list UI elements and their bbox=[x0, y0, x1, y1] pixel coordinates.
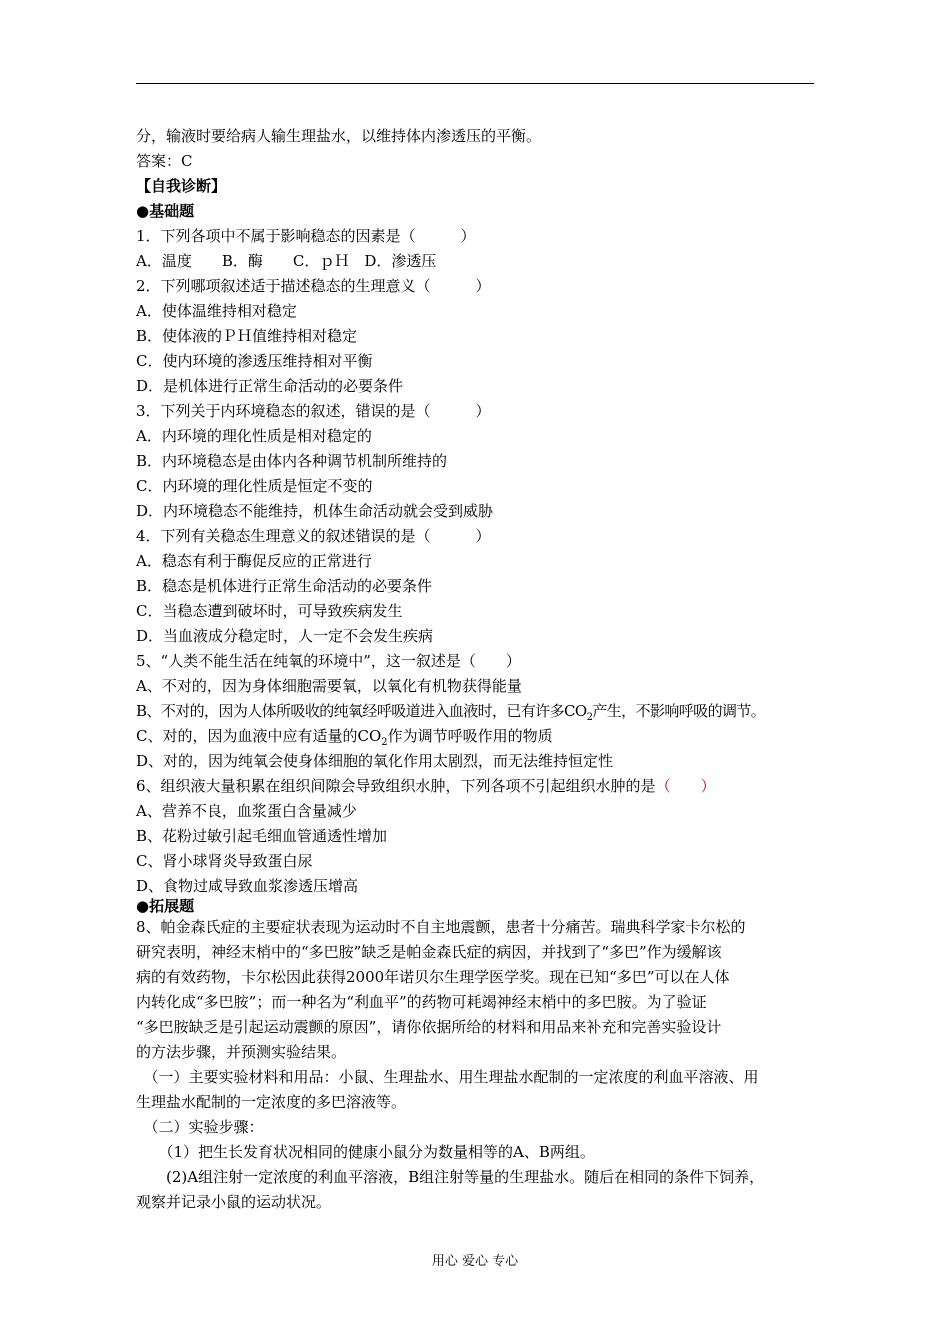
q3-option-c: C．内环境的理化性质是恒定不变的 bbox=[136, 477, 373, 495]
co2-subscript: 2 bbox=[381, 737, 388, 748]
materials-line: （一）主要实验材料和用品：小鼠、生理盐水、用生理盐水配制的一定浓度的利血平溶液、用 bbox=[136, 1068, 759, 1086]
q2-option-d: D．是机体进行正常生命活动的必要条件 bbox=[136, 377, 404, 395]
q5-stem: 5、“人类不能生活在纯氧的环境中”，这一叙述是（ ） bbox=[136, 652, 521, 670]
page-footer: 用心 爱心 专心 bbox=[431, 1254, 519, 1269]
q1-stem: 1．下列各项中不属于影响稳态的因素是（ ） bbox=[136, 227, 476, 245]
q5-option-d: D、对的，因为纯氧会使身体细胞的氧化作用太剧烈，而无法维持恒定性 bbox=[136, 752, 614, 770]
q6-option-a: A、营养不良，血浆蛋白含量减少 bbox=[136, 802, 357, 820]
q8-paragraph-line: “多巴胺缺乏是引起运动震颤的原因”，请你依据所给的材料和用品来补充和完善实验设计 bbox=[136, 1018, 722, 1036]
q5-option-b-text: B、不对的，因为人体所吸收的纯氧经呼吸道进入血液时，已有许多CO bbox=[136, 702, 587, 720]
q6-option-c: C、肾小球肾炎导致蛋白尿 bbox=[136, 852, 313, 870]
q8-paragraph-line: 内转化成“多巴胺”；而一种名为“利血平”的药物可耗竭神经末梢中的多巴胺。为了验证 bbox=[136, 993, 707, 1011]
q2-option-b: B．使体液的ＰＨ值维持相对稳定 bbox=[136, 327, 358, 345]
q5-option-b bbox=[136, 702, 765, 727]
step-1: （1）把生长发育状况相同的健康小鼠分为数量相等的A、B两组。 bbox=[136, 1143, 595, 1161]
q4-option-a: A．稳态有利于酶促反应的正常进行 bbox=[136, 552, 372, 570]
self-diagnosis-heading: 【自我诊断】 bbox=[136, 177, 227, 195]
header-rule bbox=[136, 83, 814, 84]
answer-line: 答案：C bbox=[136, 152, 193, 170]
q5-option-c bbox=[136, 727, 553, 752]
q3-option-a: A．内环境的理化性质是相对稳定的 bbox=[136, 427, 372, 445]
q3-option-d: D．内环境稳态不能维持，机体生命活动就会受到威胁 bbox=[136, 502, 494, 520]
extension-section-heading: ●拓展题 bbox=[136, 897, 195, 915]
step-2-line: 观察并记录小鼠的运动状况。 bbox=[136, 1193, 332, 1211]
q8-paragraph-line: 8、帕金森氏症的主要症状表现为运动时不自主地震颤，患者十分痛苦。瑞典科学家卡尔松的 bbox=[136, 918, 746, 936]
basic-section-heading: ●基础题 bbox=[136, 202, 195, 220]
q1-options: A．温度 B．酶 C．ｐＨ D．渗透压 bbox=[136, 252, 437, 270]
q5-option-c-text: C、对的，因为血液中应有适量的CO bbox=[136, 727, 382, 745]
q2-option-c: C．使内环境的渗透压维持相对平衡 bbox=[136, 352, 373, 370]
q8-paragraph-line: 研究表明，神经末梢中的“多巴胺”缺乏是帕金森氏症的病因，并找到了“多巴”作为缓解该 bbox=[136, 943, 722, 961]
q5-option-b-text-end: 产生，不影响呼吸的调节。 bbox=[592, 702, 766, 720]
q6-answer-blank: （ ） bbox=[655, 777, 716, 795]
q6-option-b: B、花粉过敏引起毛细血管通透性增加 bbox=[136, 827, 388, 845]
q4-option-c: C．当稳态遭到破坏时，可导致疾病发生 bbox=[136, 602, 403, 620]
q5-option-a: A、不对的，因为身体细胞需要氧，以氧化有机物获得能量 bbox=[136, 677, 522, 695]
q2-option-a: A．使体温维持相对稳定 bbox=[136, 302, 297, 320]
q4-stem: 4．下列有关稳态生理意义的叙述错误的是（ ） bbox=[136, 527, 491, 545]
q5-option-c-text-end: 作为调节呼吸作用的物质 bbox=[387, 727, 553, 745]
q2-stem: 2．下列哪项叙述适于描述稳态的生理意义（ ） bbox=[136, 277, 491, 295]
steps-heading: （二）实验步骤： bbox=[136, 1118, 264, 1136]
q4-option-d: D．当血液成分稳定时，人一定不会发生疾病 bbox=[136, 627, 434, 645]
q6-option-d: D、食物过咸导致血浆渗透压增高 bbox=[136, 877, 359, 895]
q8-paragraph-line: 的方法步骤，并预测实验结果。 bbox=[136, 1043, 347, 1061]
q3-stem: 3．下列关于内环境稳态的叙述，错误的是（ ） bbox=[136, 402, 491, 420]
q8-paragraph-line: 病的有效药物，卡尔松因此获得2000年诺贝尔生理学医学奖。现在已知“多巴”可以在人体 bbox=[136, 968, 730, 986]
q6-stem-text: 6、组织液大量积累在组织间隙会导致组织水肿，下列各项不引起组织水肿的是 bbox=[136, 777, 656, 795]
q3-option-b: B．内环境稳态是由体内各种调节机制所维持的 bbox=[136, 452, 448, 470]
q4-option-b: B．稳态是机体进行正常生命活动的必要条件 bbox=[136, 577, 433, 595]
q6-stem bbox=[136, 777, 716, 795]
co2-subscript: 2 bbox=[586, 712, 593, 723]
intro-line: 分，输液时要给病人输生理盐水，以维持体内渗透压的平衡。 bbox=[136, 127, 542, 145]
step-2-line: (2)A组注射一定浓度的利血平溶液，B组注射等量的生理盐水。随后在相同的条件下饲养， bbox=[136, 1168, 765, 1186]
materials-line: 生理盐水配制的一定浓度的多巴溶液等。 bbox=[136, 1093, 407, 1111]
